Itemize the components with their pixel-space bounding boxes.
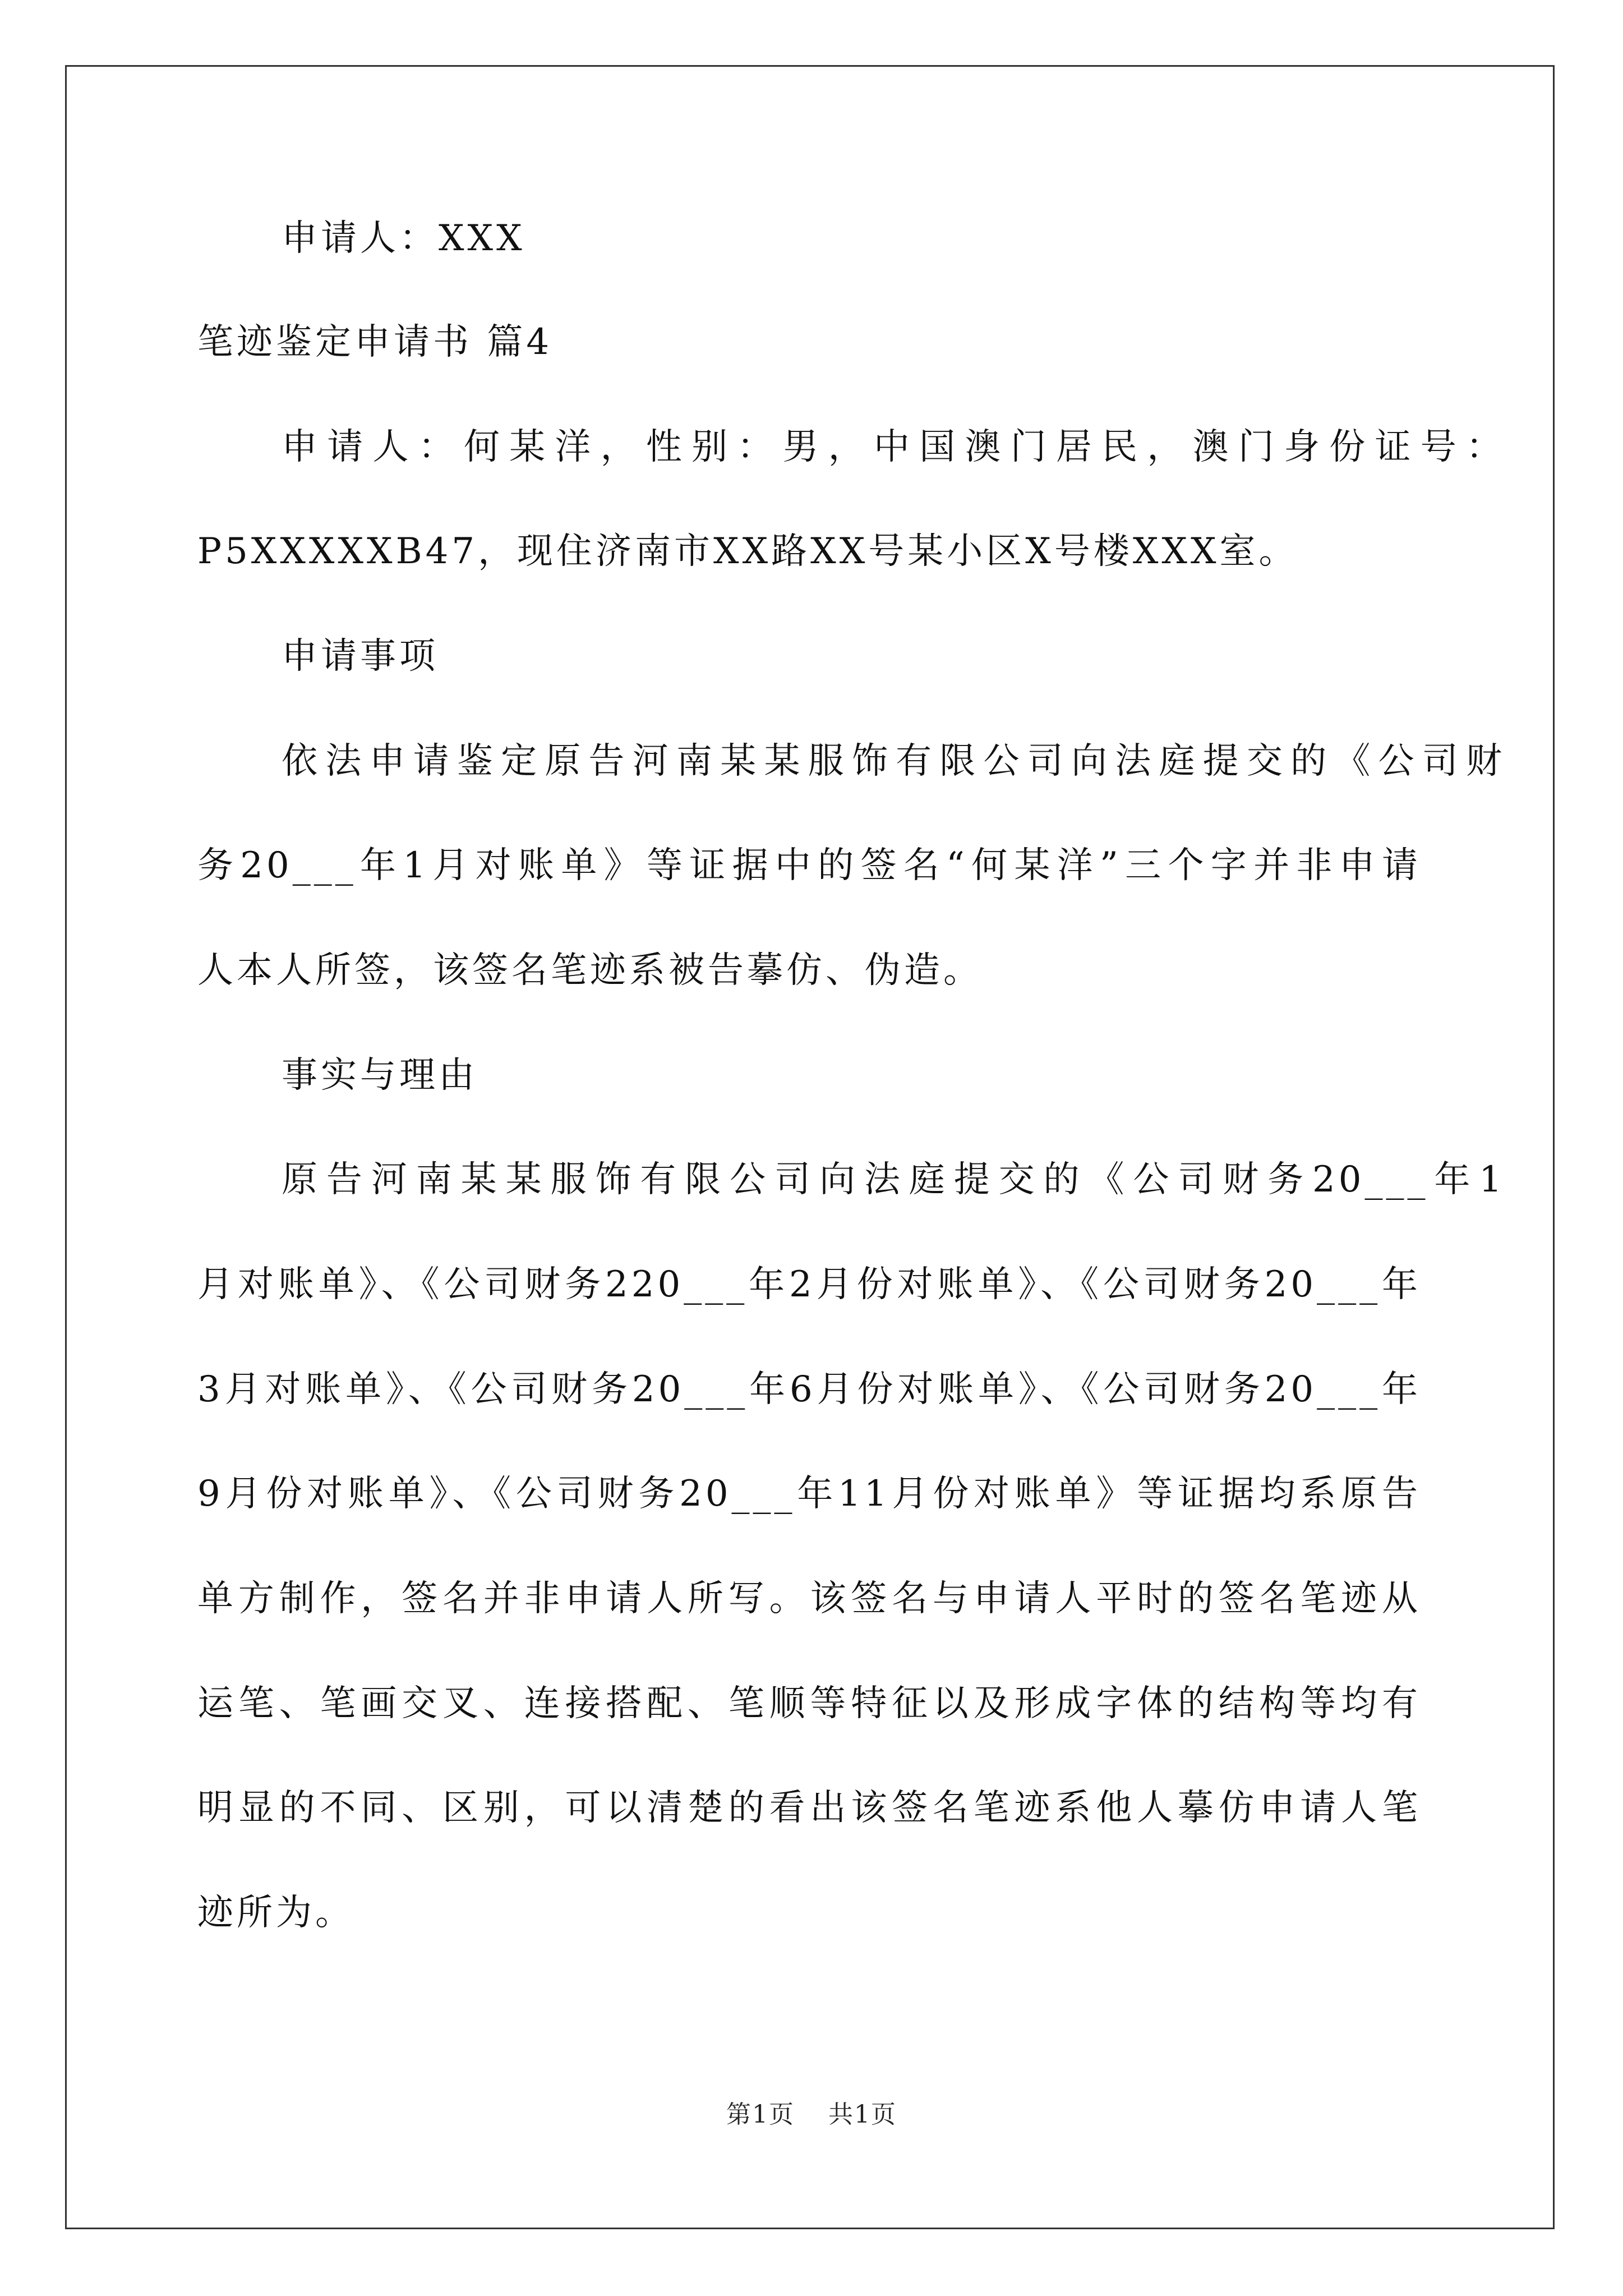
paragraph-line: P5XXXXXB47，现住济南市XX路XX号某小区X号楼XXX室。 [197,531,1298,572]
paragraph-line: 务20___年1月对账单》等证据中的签名“何某洋”三个字并非申请 [197,845,1421,886]
paragraph-line: 单方制作，签名并非申请人所写。该签名与申请人平时的签名笔迹从 [197,1578,1421,1619]
paragraph-line: 原告河南某某服饰有限公司向法庭提交的《公司财务20___年1 [282,1159,1505,1200]
page-number: 第1页 [726,2100,795,2129]
heading-facts: 事实与理由 [282,1055,478,1096]
heading-request: 申请事项 [282,636,439,677]
page-footer [0,2098,1623,2132]
paragraph-line: 申请人：何某洋，性别：男，中国澳门居民，澳门身份证号： [282,426,1505,468]
paragraph-line: 3月对账单》、《公司财务20___年6月份对账单》、《公司财务20___年 [197,1369,1421,1410]
paragraph-line: 人本人所签，该签名笔迹系被告摹仿、伪造。 [197,950,983,991]
paragraph-line: 迹所为。 [197,1892,354,1934]
applicant-signature-line: 申请人：XXX [282,218,525,259]
paragraph-line: 9月份对账单》、《公司财务20___年11月份对账单》等证据均系原告 [197,1473,1421,1515]
paragraph-line: 运笔、笔画交叉、连接搭配、笔顺等特征以及形成字体的结构等均有 [197,1683,1421,1724]
paragraph-line: 月对账单》、《公司财务220___年2月份对账单》、《公司财务20___年 [197,1264,1421,1305]
paragraph-line: 明显的不同、区别，可以清楚的看出该签名笔迹系他人摹仿申请人笔 [197,1787,1421,1829]
page-total: 共1页 [828,2100,897,2129]
section-title: 笔迹鉴定申请书 篇4 [197,321,553,363]
paragraph-line: 依法申请鉴定原告河南某某服饰有限公司向法庭提交的《公司财 [282,740,1505,782]
